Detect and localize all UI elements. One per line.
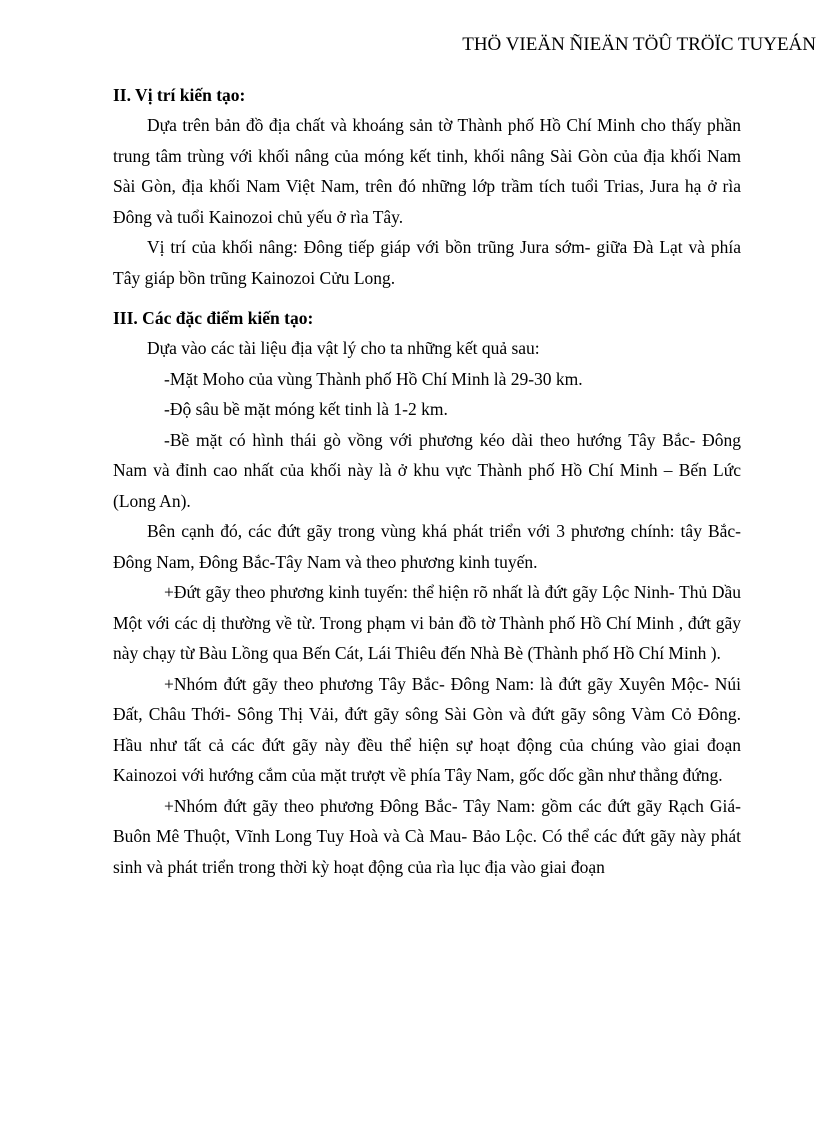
page-header: THÖ VIEÄN ÑIEÄN TÖÛ TRÖÏC TUYEÁN [462,34,816,55]
list-item: +Nhóm đứt gãy theo phương Đông Bắc- Tây Nam: gồm các đứt gãy Rạch Giá- Buôn Mê Thuột, Vĩnh Long Tuy Hoà và Cà Mau- Bảo Lộc. Có thể các đứt gãy này phát sinh và phát triển trong thời kỳ hoạt động của rìa lục địa vào giai đoạn [113,795,741,877]
section-3-heading: III. Các đặc điểm kiến tạo: [113,308,314,328]
list-item: +Nhóm đứt gãy theo phương Tây Bắc- Đông Nam: là đứt gãy Xuyên Mộc- Núi Đất, Châu Thới- Sông Thị Vải, đứt gãy sông Sài Gòn và đứt gãy sông Vàm Cỏ Đông. Hầu như tất cả các đứt gãy này đều thể hiện sự hoạt động của chúng vào giai đoạn Kainozoi với hướng cắm của mặt trượt về phía Tây Nam, gốc dốc gần như thẳng đứng. [113,673,741,785]
list-item: -Độ sâu bề mặt móng kết tinh là 1-2 km. [164,399,448,419]
list-item: +Đứt gãy theo phương kinh tuyến: thể hiện rõ nhất là đứt gãy Lộc Ninh- Thủ Dầu Một với các dị thường về từ. Trong phạm vi bản đồ tờ Thành phố Hồ Chí Minh , đứt gãy này chạy từ Bàu Lồng qua Bến Cát, Lái Thiêu đến Nhà Bè (Thành phố Hồ Chí Minh ). [113,582,741,663]
paragraph: Bên cạnh đó, các đứt gãy trong vùng khá phát triển với 3 phương chính: tây Bắc- Đông Nam, Đông Bắc-Tây Nam và theo phương kinh tuyến. [113,521,741,572]
list-item: -Mặt Moho của vùng Thành phố Hồ Chí Minh là 29-30 km. [164,368,583,389]
paragraph: Dựa vào các tài liệu địa vật lý cho ta những kết quả sau: [147,338,540,358]
section-spacer [113,293,741,303]
paragraph: Vị trí của khối nâng: Đông tiếp giáp với bồn trũng Jura sớm- giữa Đà Lạt và phía Tây giáp bồn trũng Kainozoi Cửu Long. [113,237,741,288]
paragraph: Dựa trên bản đồ địa chất và khoáng sản tờ Thành phố Hồ Chí Minh cho thấy phần trung tâm trùng với khối nâng của móng kết tinh, khối nâng Sài Gòn của địa khối Nam Sài Gòn, địa khối Nam Việt Nam, trên đó những lớp trầm tích tuổi Trias, Jura hạ ở rìa Đông và tuổi Kainozoi chủ yếu ở rìa Tây. [113,115,741,227]
section-2-heading: II. Vị trí kiến tạo: [113,85,246,105]
list-item: -Bề mặt có hình thái gò vồng với phương kéo dài theo hướng Tây Bắc- Đông Nam và đỉnh cao nhất của khối này là ở khu vực Thành phố Hồ Chí Minh – Bến Lức (Long An). [113,429,741,511]
document-body [113,80,741,882]
